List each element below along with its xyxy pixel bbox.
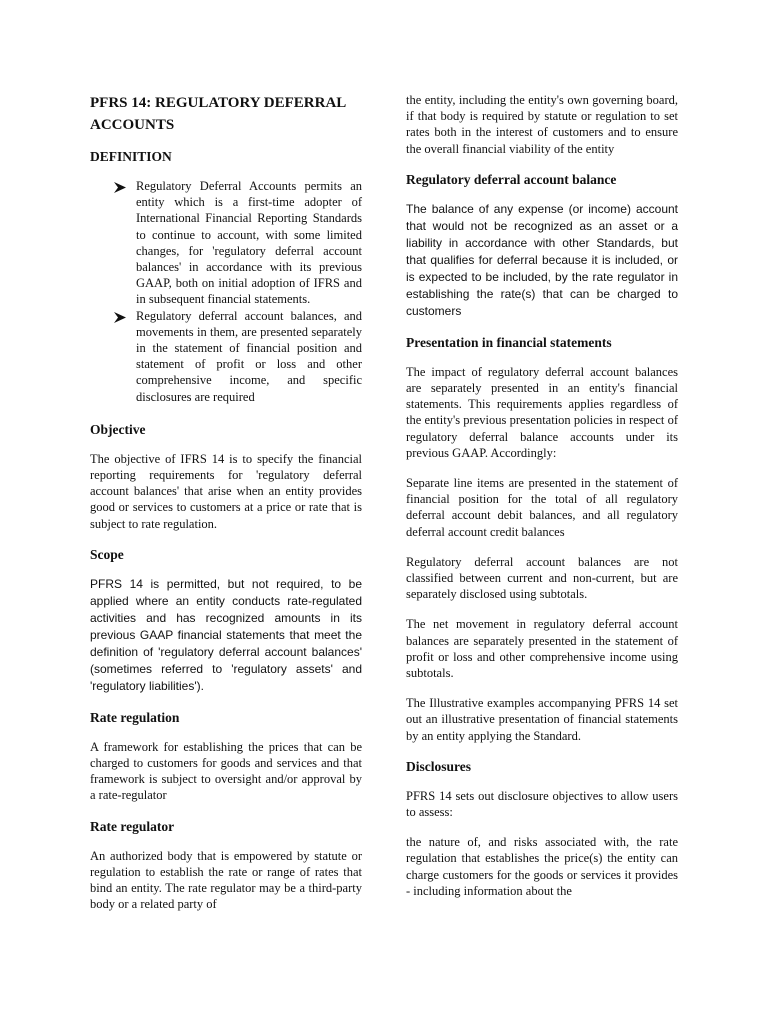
- document-title: PFRS 14: REGULATORY DEFERRAL ACCOUNTS: [90, 95, 346, 133]
- continuation-text: the entity, including the entity's own governing board, if that body is required by statute or regulation to set rates both in the interest of customers and to ensure the overall financial viability of the entity: [406, 93, 678, 156]
- scope-heading: Scope: [90, 546, 124, 562]
- rate-regulator-heading: Rate regulator: [90, 818, 175, 834]
- disclosures-paragraph: the nature of, and risks associated with, the rate regulation that establishes the price(s) the entity can charge customers for the goods or services it provides - including information about the: [406, 835, 678, 898]
- objective-heading: Objective: [90, 421, 146, 437]
- presentation-paragraph: Separate line items are presented in the statement of financial position for the total of all regulatory deferral account debit balances, and all regulatory deferral account credit balances: [406, 476, 678, 539]
- presentation-paragraph: The Illustrative examples accompanying PFRS 14 set out an illustrative presentation of financial statements by an entity applying the Standard.: [406, 696, 678, 743]
- rate-regulation-text: A framework for establishing the prices that can be charged to customers for goods and services and that framework is subject to oversight and/or approval by a rate-regulator: [90, 739, 362, 803]
- presentation-paragraph: Regulatory deferral account balances are not classified between current and non-current, but are separately disclosed using subtotals.: [406, 554, 678, 602]
- left-column: [90, 92, 362, 926]
- bullet-text: Regulatory Deferral Accounts permits an entity which is a first-time adopter of International Financial Reporting Standards to continue to account, with some limited changes, for 'regulatory deferral account balances' in accordance with its previous GAAP, both on initial adoption of IFRS and in subsequent financial statements.: [136, 179, 362, 307]
- rate-regulation-heading: Rate regulation: [90, 709, 180, 725]
- scope-text: PFRS 14 is permitted, but not required, to be applied where an entity conducts rate-regulated activities and has recognized amounts in its previous GAAP financial statements that meet the definition of 'regulatory deferral account balances' (sometimes referred to 'regulatory assets' and 'regulatory liabilities').: [90, 576, 362, 693]
- definition-list: [90, 178, 362, 405]
- presentation-paragraph: The impact of regulatory deferral account balances are separately presented in an entity's financial statements. This requirements applies regardless of the entity's previous presentation policies in respect of regulatory deferral balance accounts under its previous GAAP. Accordingly:: [406, 364, 678, 460]
- balance-heading: Regulatory deferral account balance: [406, 171, 617, 187]
- right-column: [406, 92, 678, 913]
- list-item: [90, 178, 362, 308]
- definition-heading: DEFINITION: [90, 149, 172, 164]
- list-item: [90, 308, 362, 405]
- disclosures-paragraph: PFRS 14 sets out disclosure objectives to allow users to assess:: [406, 788, 678, 820]
- rate-regulator-text: An authorized body that is empowered by statute or regulation to establish the rate or range of rates that bind an entity. The rate regulator may be a third-party body or a related party of: [90, 848, 362, 912]
- presentation-paragraph: The net movement in regulatory deferral account balances are separately presented in the statement of profit or loss and other comprehensive income using subtotals.: [406, 617, 678, 681]
- bullet-text: Regulatory deferral account balances, and movements in them, are presented separately in the statement of financial position and statement of profit or loss and other comprehensive income, and specific disclosures are required: [136, 308, 362, 404]
- disclosures-heading: Disclosures: [406, 758, 472, 774]
- presentation-heading: Presentation in financial statements: [406, 334, 612, 350]
- balance-text: The balance of any expense (or income) account that would not be recognized as an asset or a liability in accordance with other Standards, but that qualifies for deferral because it is included, or is expected to be included, by the rate regulator in establishing the rate(s) that can be charged to customers: [406, 201, 678, 318]
- arrow-bullet-icon: [114, 181, 126, 197]
- arrow-bullet-icon: [114, 311, 126, 327]
- objective-text: The objective of IFRS 14 is to specify the financial reporting requirements for 'regulatory deferral account balances' that arise when an entity provides good or services to customers at a price or rate that is subject to rate regulation.: [90, 451, 362, 531]
